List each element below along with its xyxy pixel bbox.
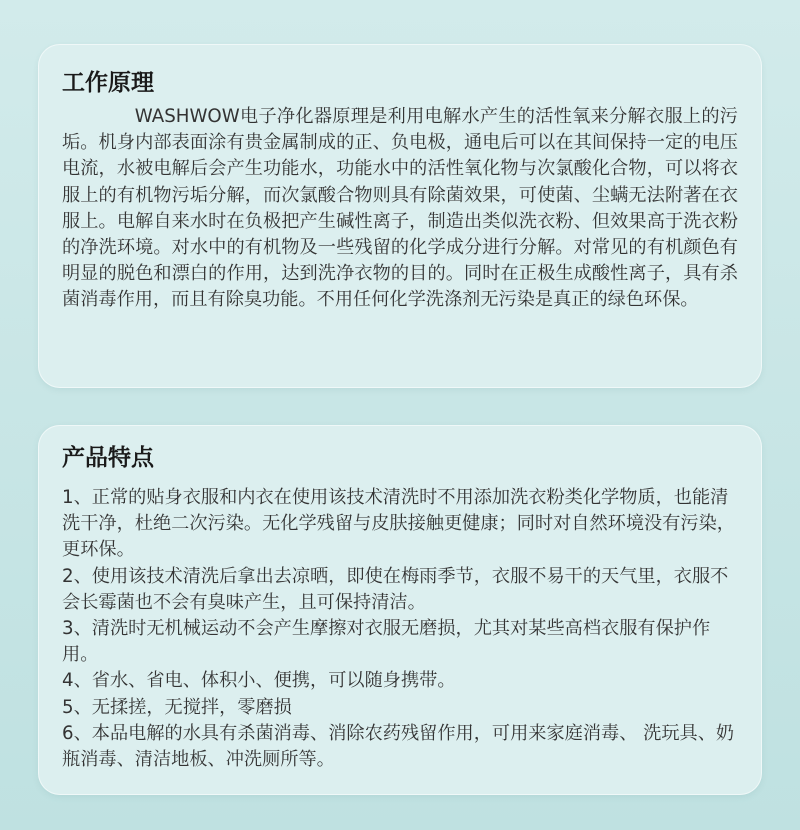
working-principle-text: WASHWOW电子净化器原理是利用电解水产生的活性氧来分解衣服上的污垢。机身内部表面涂有贵金属制成的正、负电极，通电后可以在其间保持一定的电压电流，水被电解后会产生功能水，功能水中的活性氧化物与次氯酸化合物，可以将衣服上的有机物污垢分解，而次氯酸合物则具有除菌效果，可使菌、尘螨无法附著在衣服上。电解自来水时在负极把产生碱性离子，制造出类似洗衣粉、但效果高于洗衣粉的净洗环境。对水中的有机物及一些残留的化学成分进行分解。对常见的有机颜色有明显的脱色和漂白的作用，达到洗净衣物的目的。同时在正极生成酸性离子，具有杀菌消毒作用，而且有除臭功能。不用任何化学洗涤剂无污染是真正的绿色环保。: [62, 106, 738, 311]
feature-item: 3、清洗时无机械运动不会产生摩擦对衣服无磨损，尤其对某些高档衣服有保护作用。: [62, 618, 711, 666]
working-principle-card: [38, 44, 762, 388]
working-principle-title: 工作原理: [62, 70, 154, 96]
feature-item: 4、省水、省电、体积小、便携，可以随身携带。: [62, 670, 456, 692]
product-features-title: 产品特点: [62, 445, 154, 471]
feature-item: 1、正常的贴身衣服和内衣在使用该技术清洗时不用添加洗衣粉类化学物质，也能清洗干净，杜绝二次污染。无化学残留与皮肤接触更健康；同时对自然环境没有污染，更环保。: [62, 487, 735, 561]
feature-item: 2、使用该技术清洗后拿出去凉晒，即使在梅雨季节，衣服不易干的天气里，衣服不会长霉菌也不会有臭味产生，且可保持清洁。: [62, 565, 729, 613]
features-list: [62, 485, 738, 773]
feature-item: 5、无揉搓，无搅拌，零磨损: [62, 696, 292, 718]
feature-item: 6、本品电解的水具有杀菌消毒、消除农药残留作用，可用来家庭消毒、 洗玩具、奶瓶消毒、清洁地板、冲洗厕所等。: [62, 722, 735, 771]
product-features-card: [38, 425, 762, 795]
